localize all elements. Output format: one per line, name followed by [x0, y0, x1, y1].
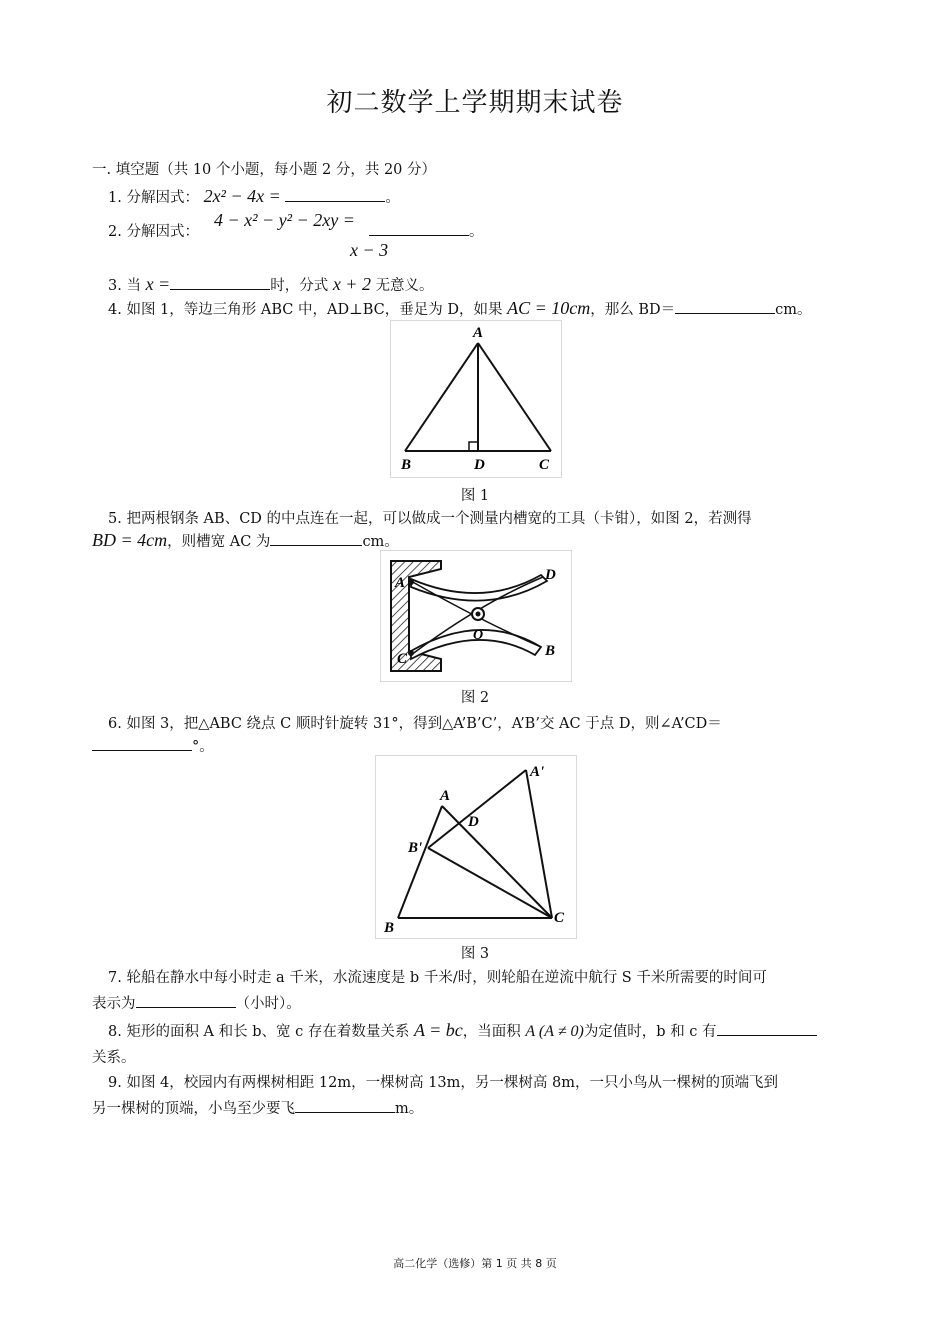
q1-text: 分解因式：	[126, 190, 199, 206]
q8-expression-1: A = bc	[413, 1020, 463, 1040]
fig1-label-b: B	[401, 457, 412, 473]
q7-text-3: （小时）。	[235, 996, 301, 1012]
question-6-line-2	[92, 735, 214, 756]
question-9-line-2	[92, 1097, 423, 1118]
q2-answer-blank[interactable]	[369, 221, 469, 236]
q5-expression: BD = 4cm	[92, 530, 168, 550]
q8-expression-2: A (A ≠ 0)	[525, 1023, 584, 1040]
q3-expression: x + 2	[332, 274, 371, 294]
fig3-label-c: C	[554, 910, 565, 926]
q7-text-1: 轮船在静水中每小时走 a 千米，水流速度是 b 千米/时，则轮船在逆流中航行 S 千米所需要的时间可	[126, 970, 767, 986]
q5-answer-blank[interactable]	[270, 531, 362, 546]
figure-3-caption: 图 3	[460, 946, 490, 962]
q4-number: 4.	[108, 302, 122, 318]
q4-text: 如图 1，等边三角形 ABC 中，AD⊥BC，垂足为 D，如果	[126, 302, 503, 318]
question-8-line-1	[108, 1020, 817, 1041]
q6-text-1: 如图 3，把△ABC 绕点 C 顺时针旋转 31°，得到△A’B’C’，A’B’交 AC 于点 D，则∠A’CD＝	[126, 716, 722, 732]
q3-variable: x =	[145, 274, 171, 294]
q7-answer-blank[interactable]	[136, 993, 236, 1008]
q2-expression-top: 4 − x² − y² − 2xy =	[214, 210, 355, 230]
q2-answer-row	[369, 220, 484, 241]
q9-answer-blank[interactable]	[295, 1098, 395, 1113]
q4-unit: cm。	[775, 302, 812, 318]
fig1-label-d: D	[474, 457, 485, 473]
figure-1	[390, 320, 562, 478]
q2-end: 。	[469, 224, 484, 240]
figure-3-rotation	[376, 756, 576, 938]
q5-number: 5.	[108, 511, 122, 527]
q5-text-2: ，则槽宽 AC 为	[167, 534, 271, 550]
page-title: 初二数学上学期期末试卷	[326, 88, 624, 118]
fig1-label-c: C	[539, 457, 550, 473]
fig3-label-a: A	[440, 788, 451, 804]
question-3	[108, 274, 434, 295]
q8-answer-blank[interactable]	[717, 1021, 817, 1036]
q1-end: 。	[385, 190, 400, 206]
figure-1-caption: 图 1	[460, 488, 490, 504]
question-7-line-2	[92, 992, 301, 1013]
q3-mid: 时，分式	[270, 278, 329, 294]
figure-3	[375, 755, 577, 939]
q4-expression: AC = 10cm	[507, 298, 591, 318]
q5-text-1: 把两根钢条 AB、CD 的中点连在一起，可以做成一个测量内槽宽的工具（卡钳），如图 2，若测得	[126, 511, 752, 527]
q9-text-1: 如图 4，校园内有两棵树相距 12m，一棵树高 13m，另一棵树高 8m，一只小鸟从一棵树的顶端飞到	[126, 1075, 778, 1091]
fig1-label-a: A	[473, 325, 484, 341]
question-1	[108, 186, 400, 207]
section-heading: 一. 填空题（共 10 个小题，每小题 2 分，共 20 分）	[92, 162, 436, 178]
q3-number: 3.	[108, 278, 122, 294]
question-2	[108, 220, 199, 241]
q2-number: 2.	[108, 224, 122, 240]
q6-answer-blank[interactable]	[92, 736, 192, 751]
figure-2-caption: 图 2	[460, 690, 490, 706]
question-5-line-1	[108, 507, 752, 528]
question-7-line-1	[108, 966, 767, 987]
question-4	[108, 298, 812, 319]
q8-post: 为定值时，b 和 c 有	[583, 1024, 717, 1040]
q3-answer-blank[interactable]	[170, 275, 270, 290]
q1-number: 1.	[108, 190, 122, 206]
question-6-line-1	[108, 712, 722, 733]
figure-2-caliper	[381, 551, 571, 681]
q6-number: 6.	[108, 716, 122, 732]
q8-pre: 矩形的面积 A 和长 b、宽 c 存在着数量关系	[126, 1024, 410, 1040]
figure-2	[380, 550, 572, 682]
q7-number: 7.	[108, 970, 122, 986]
q8-mid: ，当面积	[462, 1024, 521, 1040]
fig2-label-a: A	[395, 575, 406, 591]
fig2-label-c: C	[397, 651, 408, 667]
q8-number: 8.	[108, 1024, 122, 1040]
q1-answer-blank[interactable]	[285, 187, 385, 202]
fig3-label-b-prime: B'	[408, 840, 423, 856]
question-5-line-2	[92, 530, 399, 551]
fig2-label-d: D	[545, 567, 556, 583]
q7-text-2: 表示为	[92, 996, 136, 1012]
fig3-label-a-prime: A'	[530, 764, 545, 780]
q1-expression: 2x² − 4x =	[203, 186, 281, 206]
q2-expression-bottom: x − 3	[350, 240, 389, 260]
q5-unit: cm。	[362, 534, 399, 550]
q3-pre: 当	[126, 278, 141, 294]
q3-post: 无意义。	[375, 278, 434, 294]
q9-unit: m。	[395, 1101, 424, 1117]
q4-answer-blank[interactable]	[675, 299, 775, 314]
q4-after: ，那么 BD＝	[590, 302, 676, 318]
figure-1-triangle	[391, 321, 561, 477]
q9-number: 9.	[108, 1075, 122, 1091]
fig2-label-o: O	[473, 628, 484, 643]
q2-text: 分解因式：	[126, 224, 199, 240]
q6-text-2: °。	[192, 739, 214, 755]
fig3-label-b: B	[384, 920, 395, 936]
fig3-label-d: D	[468, 814, 479, 830]
question-9-line-1	[108, 1071, 778, 1092]
q9-text-2: 另一棵树的顶端，小鸟至少要飞	[92, 1101, 295, 1117]
fig2-label-b: B	[545, 643, 556, 659]
question-8-line-2: 关系。	[92, 1050, 136, 1066]
page-footer: 高二化学（选修）第 1 页 共 8 页	[393, 1257, 557, 1270]
